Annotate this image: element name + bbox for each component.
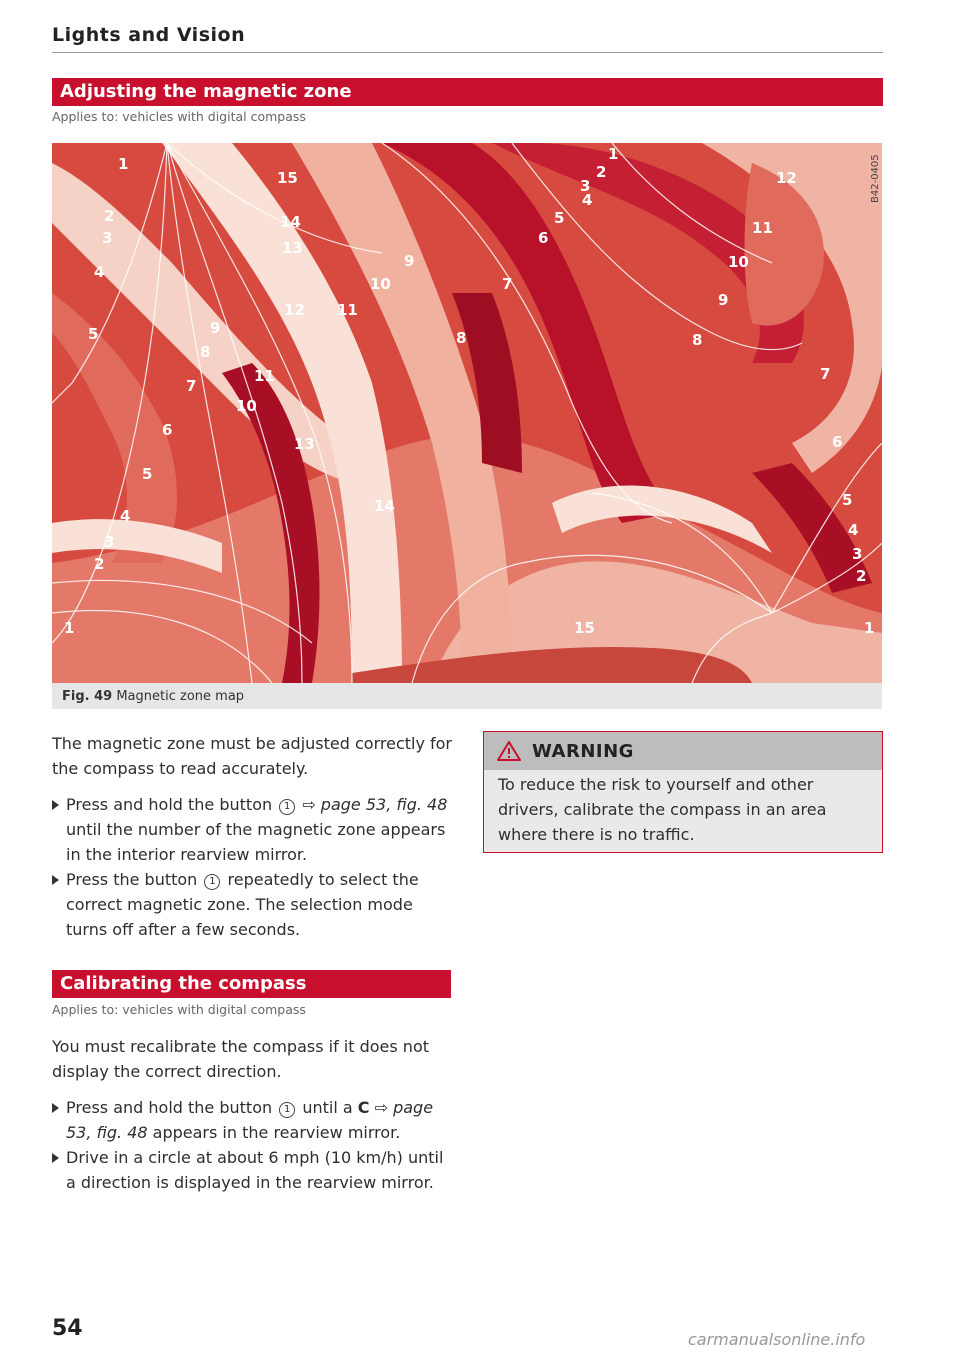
svg-text:9: 9 bbox=[210, 319, 221, 337]
steps-list-calibrate bbox=[52, 1095, 452, 1195]
svg-text:6: 6 bbox=[832, 433, 843, 451]
page-number: 54 bbox=[52, 1316, 83, 1341]
figure-number: Fig. 49 bbox=[62, 689, 113, 704]
svg-text:15: 15 bbox=[574, 619, 595, 637]
svg-text:4: 4 bbox=[120, 507, 131, 525]
svg-text:1: 1 bbox=[864, 619, 875, 637]
svg-text:7: 7 bbox=[820, 365, 831, 383]
warning-triangle-icon bbox=[496, 740, 522, 762]
step-text: appears in the rearview mirror. bbox=[152, 1123, 401, 1142]
svg-text:11: 11 bbox=[752, 219, 773, 237]
steps-list-zone bbox=[52, 792, 452, 942]
svg-text:5: 5 bbox=[842, 491, 853, 509]
warning-title: WARNING bbox=[532, 740, 634, 762]
calibrate-intro: You must recalibrate the compass if it does not display the correct direction. bbox=[52, 1037, 430, 1081]
page-reference-link[interactable]: ⇨ page 53, fig. 48 bbox=[66, 1098, 434, 1142]
svg-text:13: 13 bbox=[282, 239, 303, 257]
map-svg bbox=[52, 143, 882, 683]
button-1-icon: 1 bbox=[204, 874, 220, 890]
applies-to-note: Applies to: vehicles with digital compass bbox=[52, 109, 306, 124]
button-1-icon: 1 bbox=[279, 799, 295, 815]
svg-text:2: 2 bbox=[104, 207, 115, 225]
svg-text:11: 11 bbox=[254, 367, 275, 385]
step-text: Press the button bbox=[66, 870, 198, 889]
step-text: until a bbox=[302, 1098, 353, 1117]
figure-caption bbox=[52, 683, 882, 709]
figure-caption-text: Magnetic zone map bbox=[116, 689, 245, 704]
applies-to-note: Applies to: vehicles with digital compass bbox=[52, 1002, 306, 1017]
step-text: repeatedly to select the correct magnetic zone. The selection mode turns off after a few seconds. bbox=[66, 870, 419, 939]
svg-text:7: 7 bbox=[502, 275, 513, 293]
intro-paragraph: The magnetic zone must be adjusted correctly for the compass to read accurately. bbox=[52, 734, 453, 778]
svg-text:3: 3 bbox=[852, 545, 863, 563]
header-rule bbox=[52, 52, 883, 53]
svg-text:11: 11 bbox=[337, 301, 358, 319]
step-text: Press and hold the button bbox=[66, 795, 273, 814]
step-drive-circle: Drive in a circle at about 6 mph (10 km/h) until a direction is displayed in the rearview mirror. bbox=[52, 1145, 452, 1195]
svg-text:12: 12 bbox=[776, 169, 797, 187]
figure-code: B42-0405 bbox=[870, 154, 881, 203]
svg-text:5: 5 bbox=[142, 465, 153, 483]
page-reference-link[interactable]: ⇨ page 53, fig. 48 bbox=[302, 795, 448, 814]
step-text: until the number of the magnetic zone appears in the interior rearview mirror. bbox=[66, 820, 446, 864]
step-press-hold bbox=[52, 792, 452, 867]
step-press-repeat bbox=[52, 867, 452, 942]
svg-text:5: 5 bbox=[554, 209, 565, 227]
svg-text:3: 3 bbox=[104, 533, 115, 551]
svg-text:3: 3 bbox=[580, 177, 591, 195]
page-header: Lights and Vision bbox=[52, 24, 246, 46]
magnetic-zone-map bbox=[52, 143, 882, 683]
svg-text:9: 9 bbox=[718, 291, 729, 309]
svg-text:14: 14 bbox=[280, 213, 301, 231]
svg-text:3: 3 bbox=[102, 229, 113, 247]
svg-text:5: 5 bbox=[88, 325, 99, 343]
step-press-hold-calibrate bbox=[52, 1095, 452, 1145]
svg-text:2: 2 bbox=[596, 163, 607, 181]
svg-text:15: 15 bbox=[277, 169, 298, 187]
svg-text:6: 6 bbox=[538, 229, 549, 247]
section-title-calibrating: Calibrating the compass bbox=[52, 970, 451, 998]
svg-text:4: 4 bbox=[94, 263, 105, 281]
button-1-icon: 1 bbox=[279, 1102, 295, 1118]
svg-text:8: 8 bbox=[200, 343, 211, 361]
step-text: Press and hold the button bbox=[66, 1098, 273, 1117]
svg-text:4: 4 bbox=[848, 521, 859, 539]
warning-box bbox=[483, 731, 883, 853]
svg-text:1: 1 bbox=[64, 619, 75, 637]
svg-text:8: 8 bbox=[456, 329, 467, 347]
svg-text:2: 2 bbox=[94, 555, 105, 573]
svg-text:9: 9 bbox=[404, 252, 415, 270]
svg-text:10: 10 bbox=[728, 253, 749, 271]
svg-text:10: 10 bbox=[370, 275, 391, 293]
calibration-letter: C bbox=[357, 1098, 370, 1117]
svg-text:14: 14 bbox=[374, 497, 395, 515]
svg-text:1: 1 bbox=[608, 145, 619, 163]
svg-text:8: 8 bbox=[692, 331, 703, 349]
watermark: carmanualsonline.info bbox=[688, 1330, 866, 1349]
svg-text:7: 7 bbox=[186, 377, 197, 395]
svg-text:12: 12 bbox=[284, 301, 305, 319]
warning-text: To reduce the risk to yourself and other drivers, calibrate the compass in an area where there is no traffic. bbox=[484, 770, 882, 852]
svg-text:4: 4 bbox=[582, 191, 593, 209]
svg-text:1: 1 bbox=[118, 155, 129, 173]
svg-text:10: 10 bbox=[236, 397, 257, 415]
svg-text:6: 6 bbox=[162, 421, 173, 439]
section-title-magnetic-zone: Adjusting the magnetic zone bbox=[52, 78, 883, 106]
svg-text:13: 13 bbox=[294, 435, 315, 453]
svg-text:2: 2 bbox=[856, 567, 867, 585]
warning-header bbox=[484, 732, 882, 770]
